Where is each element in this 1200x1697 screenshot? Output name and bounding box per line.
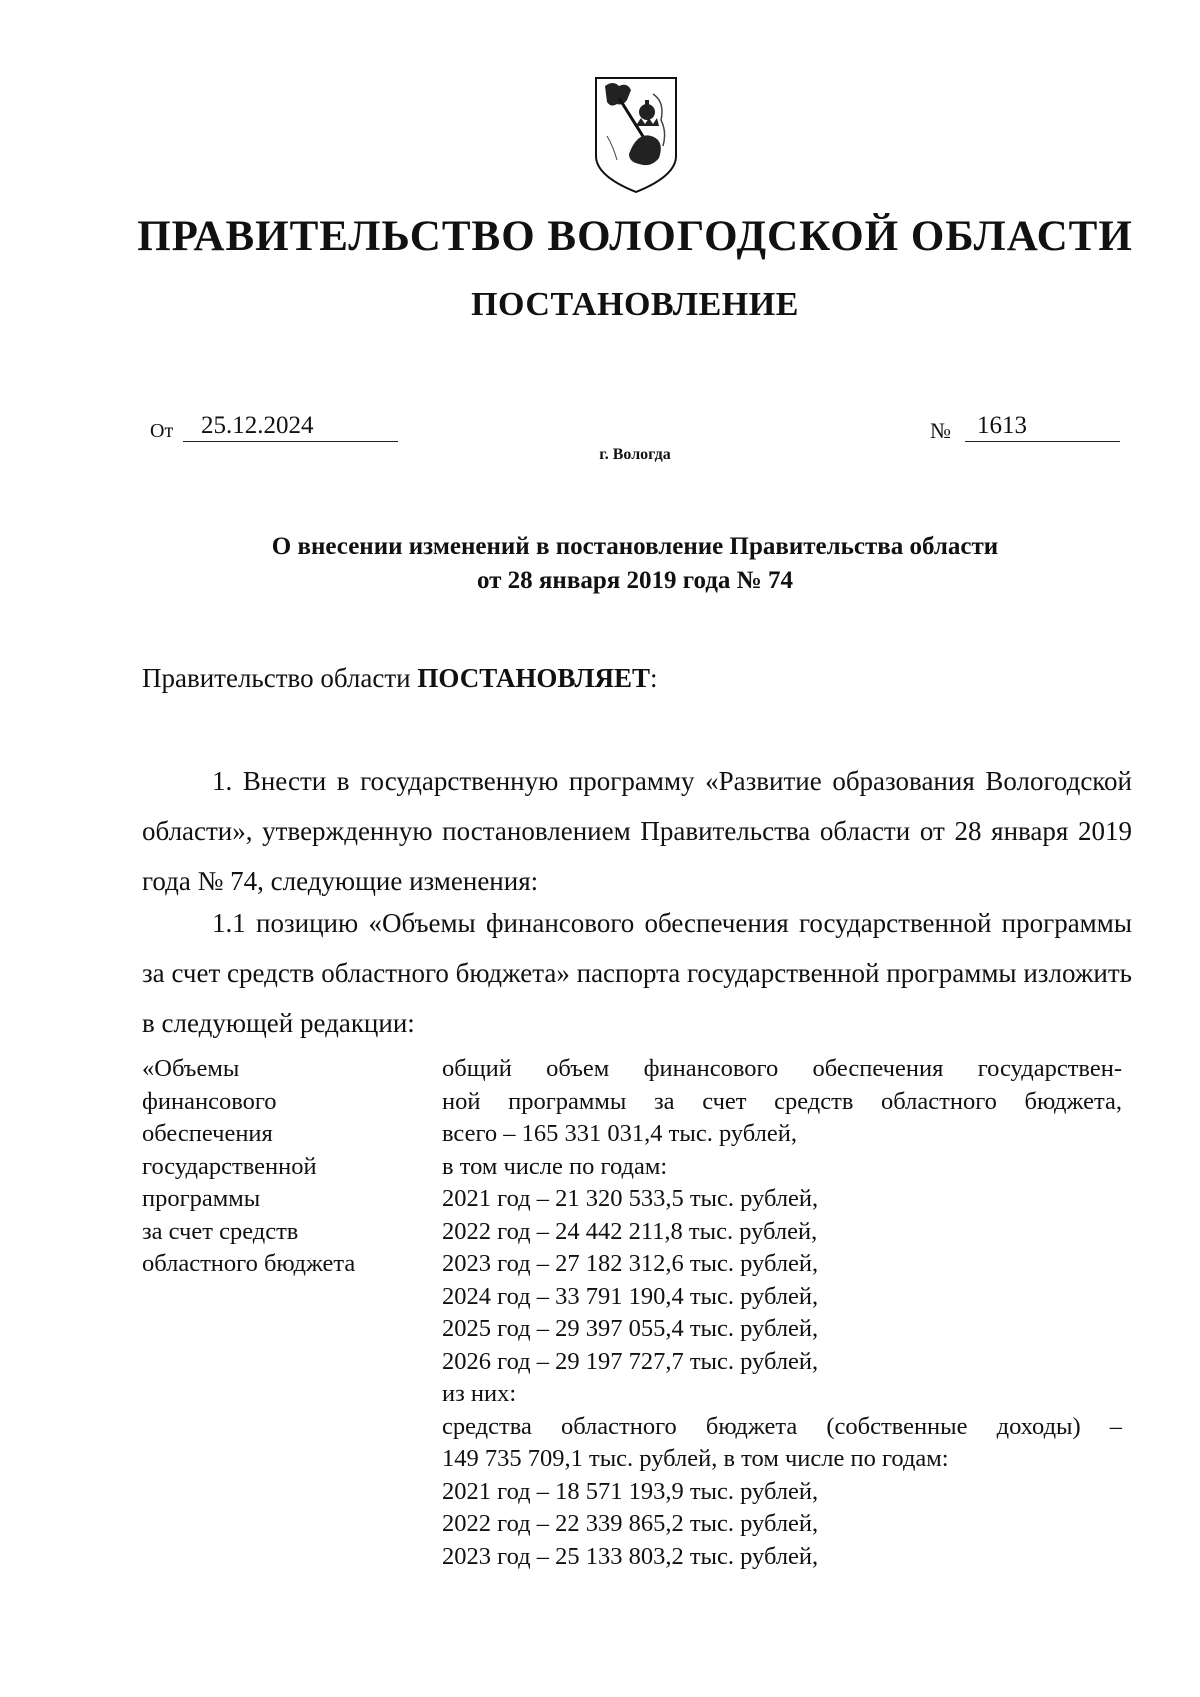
right-column-line: всего – 165 331 031,4 тыс. рублей,: [442, 1120, 797, 1147]
left-column-line: программы: [142, 1185, 261, 1212]
right-column-line: в том числе по годам:: [442, 1152, 668, 1180]
right-column-line: из них:: [442, 1380, 517, 1407]
funding-table-left-column: [142, 1053, 412, 1281]
right-column-line: 2023 год – 25 133 803,2 тыс. рублей,: [442, 1542, 819, 1570]
document-date: 25.12.2024: [183, 412, 398, 442]
left-column-line: финансового: [142, 1087, 277, 1115]
right-column-line: общий объем финансового обеспечения государствен-: [442, 1055, 1122, 1082]
left-column-line: обеспечения: [142, 1120, 273, 1147]
preamble-text: Правительство области: [142, 663, 418, 693]
right-column-line: 2022 год – 22 339 865,2 тыс. рублей,: [442, 1510, 819, 1537]
preamble-colon: :: [649, 663, 658, 693]
right-column-line: ной программы за счет средств областного бюджета,: [442, 1087, 1122, 1115]
right-column-line: 2022 год – 24 442 211,8 тыс. рублей,: [442, 1217, 818, 1245]
paragraph-1-1: 1.1 позицию «Объемы финансового обеспечения государственной программы за счет средств областного бюджета» паспорта государственной программы изложить в следующей редакции:: [142, 908, 1132, 1038]
left-column-line: за счет средств: [142, 1217, 299, 1245]
document-number: 1613: [965, 412, 1120, 442]
right-column-line: 2021 год – 18 571 193,9 тыс. рублей,: [442, 1477, 819, 1505]
organization-title: ПРАВИТЕЛЬСТВО ВОЛОГОДСКОЙ ОБЛАСТИ: [137, 213, 1133, 260]
coat-of-arms-emblem: [593, 76, 679, 194]
document-type-title: ПОСТАНОВЛЕНИЕ: [471, 286, 799, 323]
left-column-line: областного бюджета: [142, 1250, 356, 1277]
preamble: [142, 663, 658, 694]
right-column-line: средства областного бюджета (собственные доходы) –: [442, 1412, 1122, 1440]
left-column-line: государственной: [142, 1152, 317, 1180]
right-column-line: 149 735 709,1 тыс. рублей, в том числе по годам:: [442, 1445, 949, 1472]
document-subject: [140, 530, 1130, 598]
city-label: г. Вологда: [599, 446, 671, 463]
left-column-line: «Объемы: [142, 1055, 240, 1082]
preamble-resolves: ПОСТАНОВЛЯЕТ: [417, 663, 650, 693]
right-column-line: 2026 год – 29 197 727,7 тыс. рублей,: [442, 1347, 819, 1375]
date-prefix-label: От: [150, 420, 174, 442]
subject-line-2: от 28 января 2019 года № 74: [476, 567, 794, 594]
right-column-line: 2023 год – 27 182 312,6 тыс. рублей,: [442, 1250, 819, 1277]
right-column-line: 2025 год – 29 397 055,4 тыс. рублей,: [442, 1315, 819, 1342]
number-sign-label: №: [930, 418, 951, 443]
funding-table-right-column: [442, 1053, 1122, 1573]
paragraph-1: 1. Внести в государственную программу «Развитие образования Вологодской области», утвержденную постановлением Правительства области от 28 января 2019 года № 74, следующие изменения:: [142, 766, 1132, 896]
subject-line-1: О внесении изменений в постановление Правительства области: [271, 533, 999, 560]
right-column-line: 2024 год – 33 791 190,4 тыс. рублей,: [442, 1282, 819, 1310]
right-column-line: 2021 год – 21 320 533,5 тыс. рублей,: [442, 1185, 819, 1212]
